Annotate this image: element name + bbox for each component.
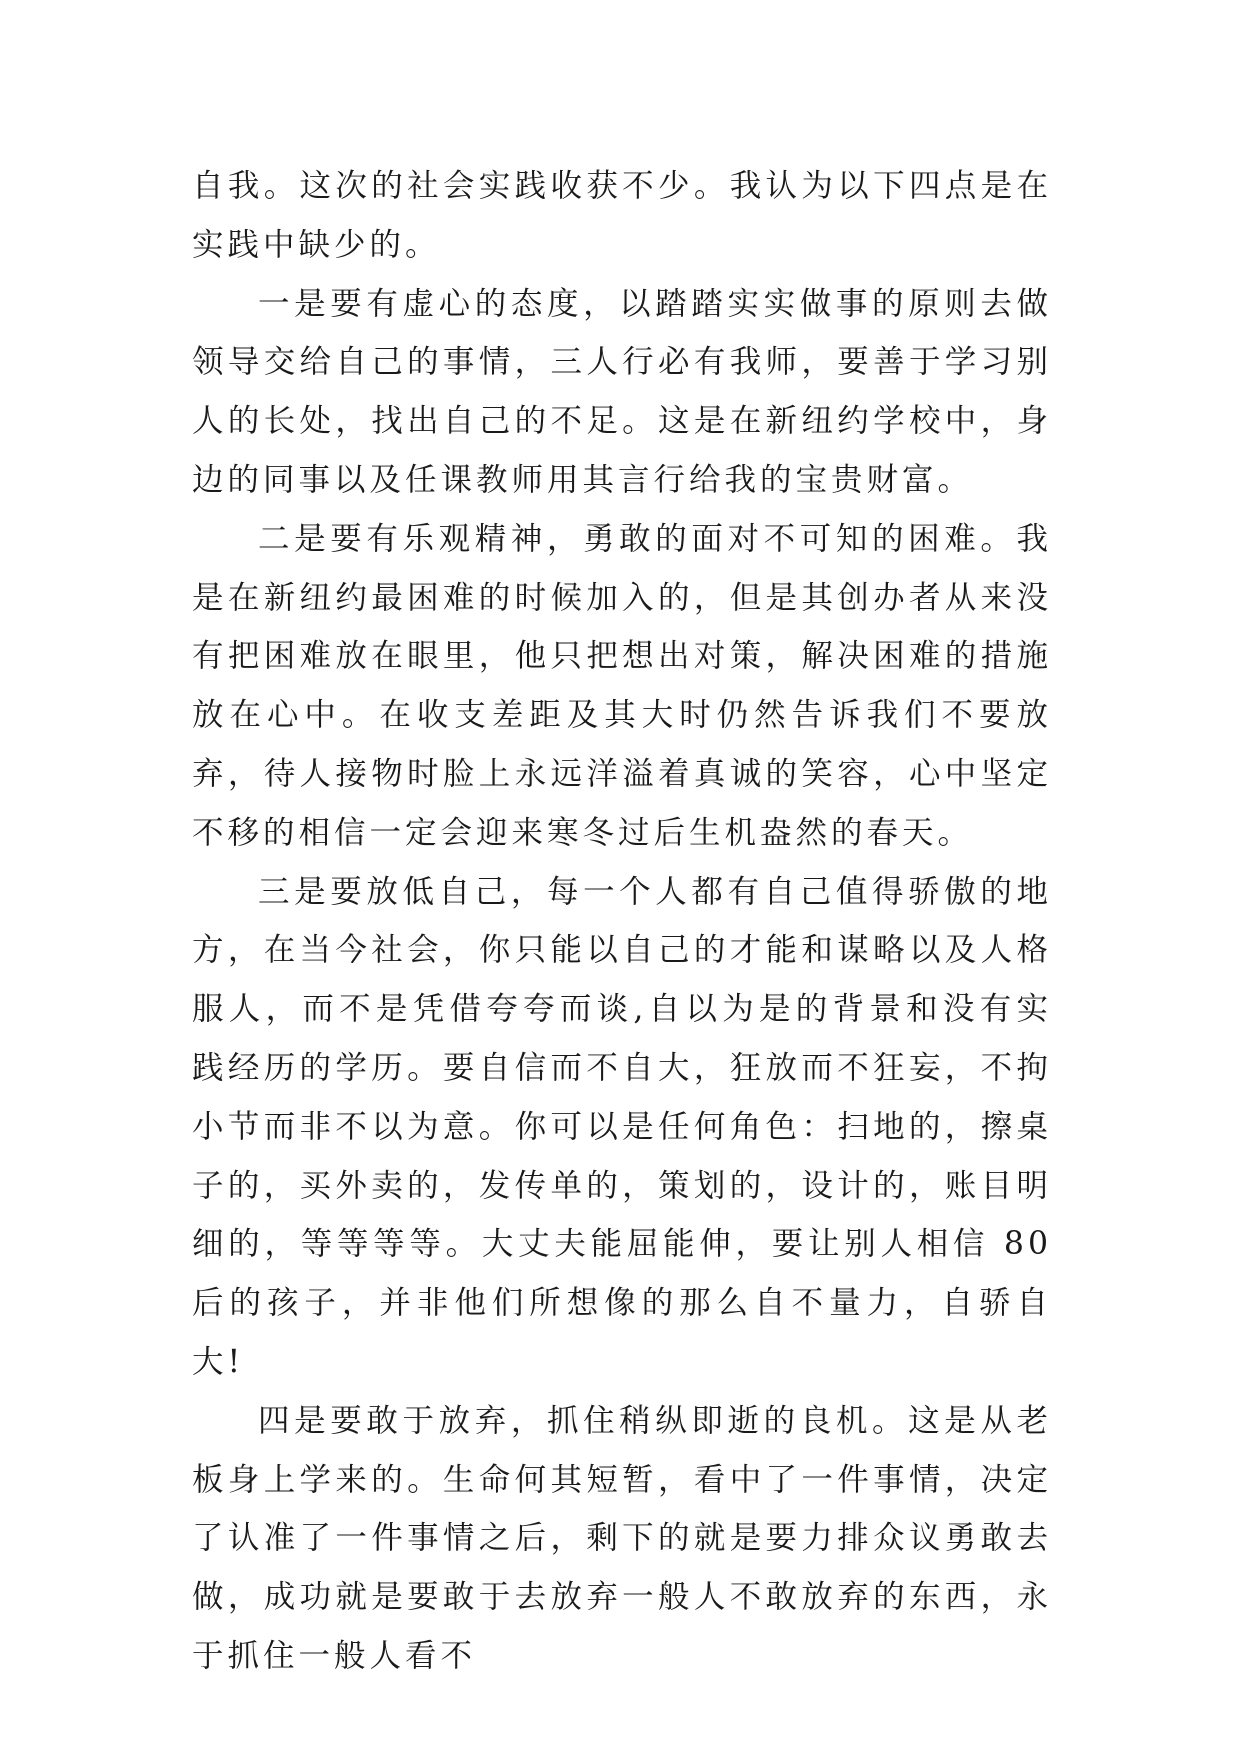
paragraph-continuation: 自我。这次的社会实践收获不少。我认为以下四点是在实践中缺少的。 [192,168,1052,263]
document-body [192,157,1052,1686]
paragraph-point-four: 四是要敢于放弃，抓住稍纵即逝的良机。这是从老板身上学来的。生命何其短暂，看中了一件事情，决定了认准了一件事情之后，剩下的就是要力排众议勇敢去做，成功就是要敢于去放弃一般人不敢放弃的东西，永于抓住一般人看不 [192,1402,1052,1674]
paragraph-point-three: 三是要放低自己，每一个人都有自己值得骄傲的地方，在当今社会，你只能以自己的才能和谋略以及人格服人，而不是凭借夸夸而谈,自以为是的背景和没有实践经历的学历。要自信而不自大，狂放而不狂妄，不拘小节而非不以为意。你可以是任何角色：扫地的，擦桌子的，买外卖的，发传单的，策划的，设计的，账目明细的，等等等等。大丈夫能屈能伸，要让别人相信 80 后的孩子，并非他们所想像的那么自不量力，自骄自大! [192,873,1052,1380]
paragraph-point-two: 二是要有乐观精神，勇敢的面对不可知的困难。我是在新纽约最困难的时候加入的，但是其创办者从来没有把困难放在眼里，他只把想出对策，解决困难的措施放在心中。在收支差距及其大时仍然告诉我们不要放弃，待人接物时脸上永远洋溢着真诚的笑容，心中坚定不移的相信一定会迎来寒冬过后生机盎然的春天。 [192,520,1052,851]
paragraph-point-one: 一是要有虚心的态度，以踏踏实实做事的原则去做领导交给自己的事情，三人行必有我师，要善于学习别人的长处，找出自己的不足。这是在新纽约学校中，身边的同事以及任课教师用其言行给我的宝贵财富。 [192,285,1052,498]
